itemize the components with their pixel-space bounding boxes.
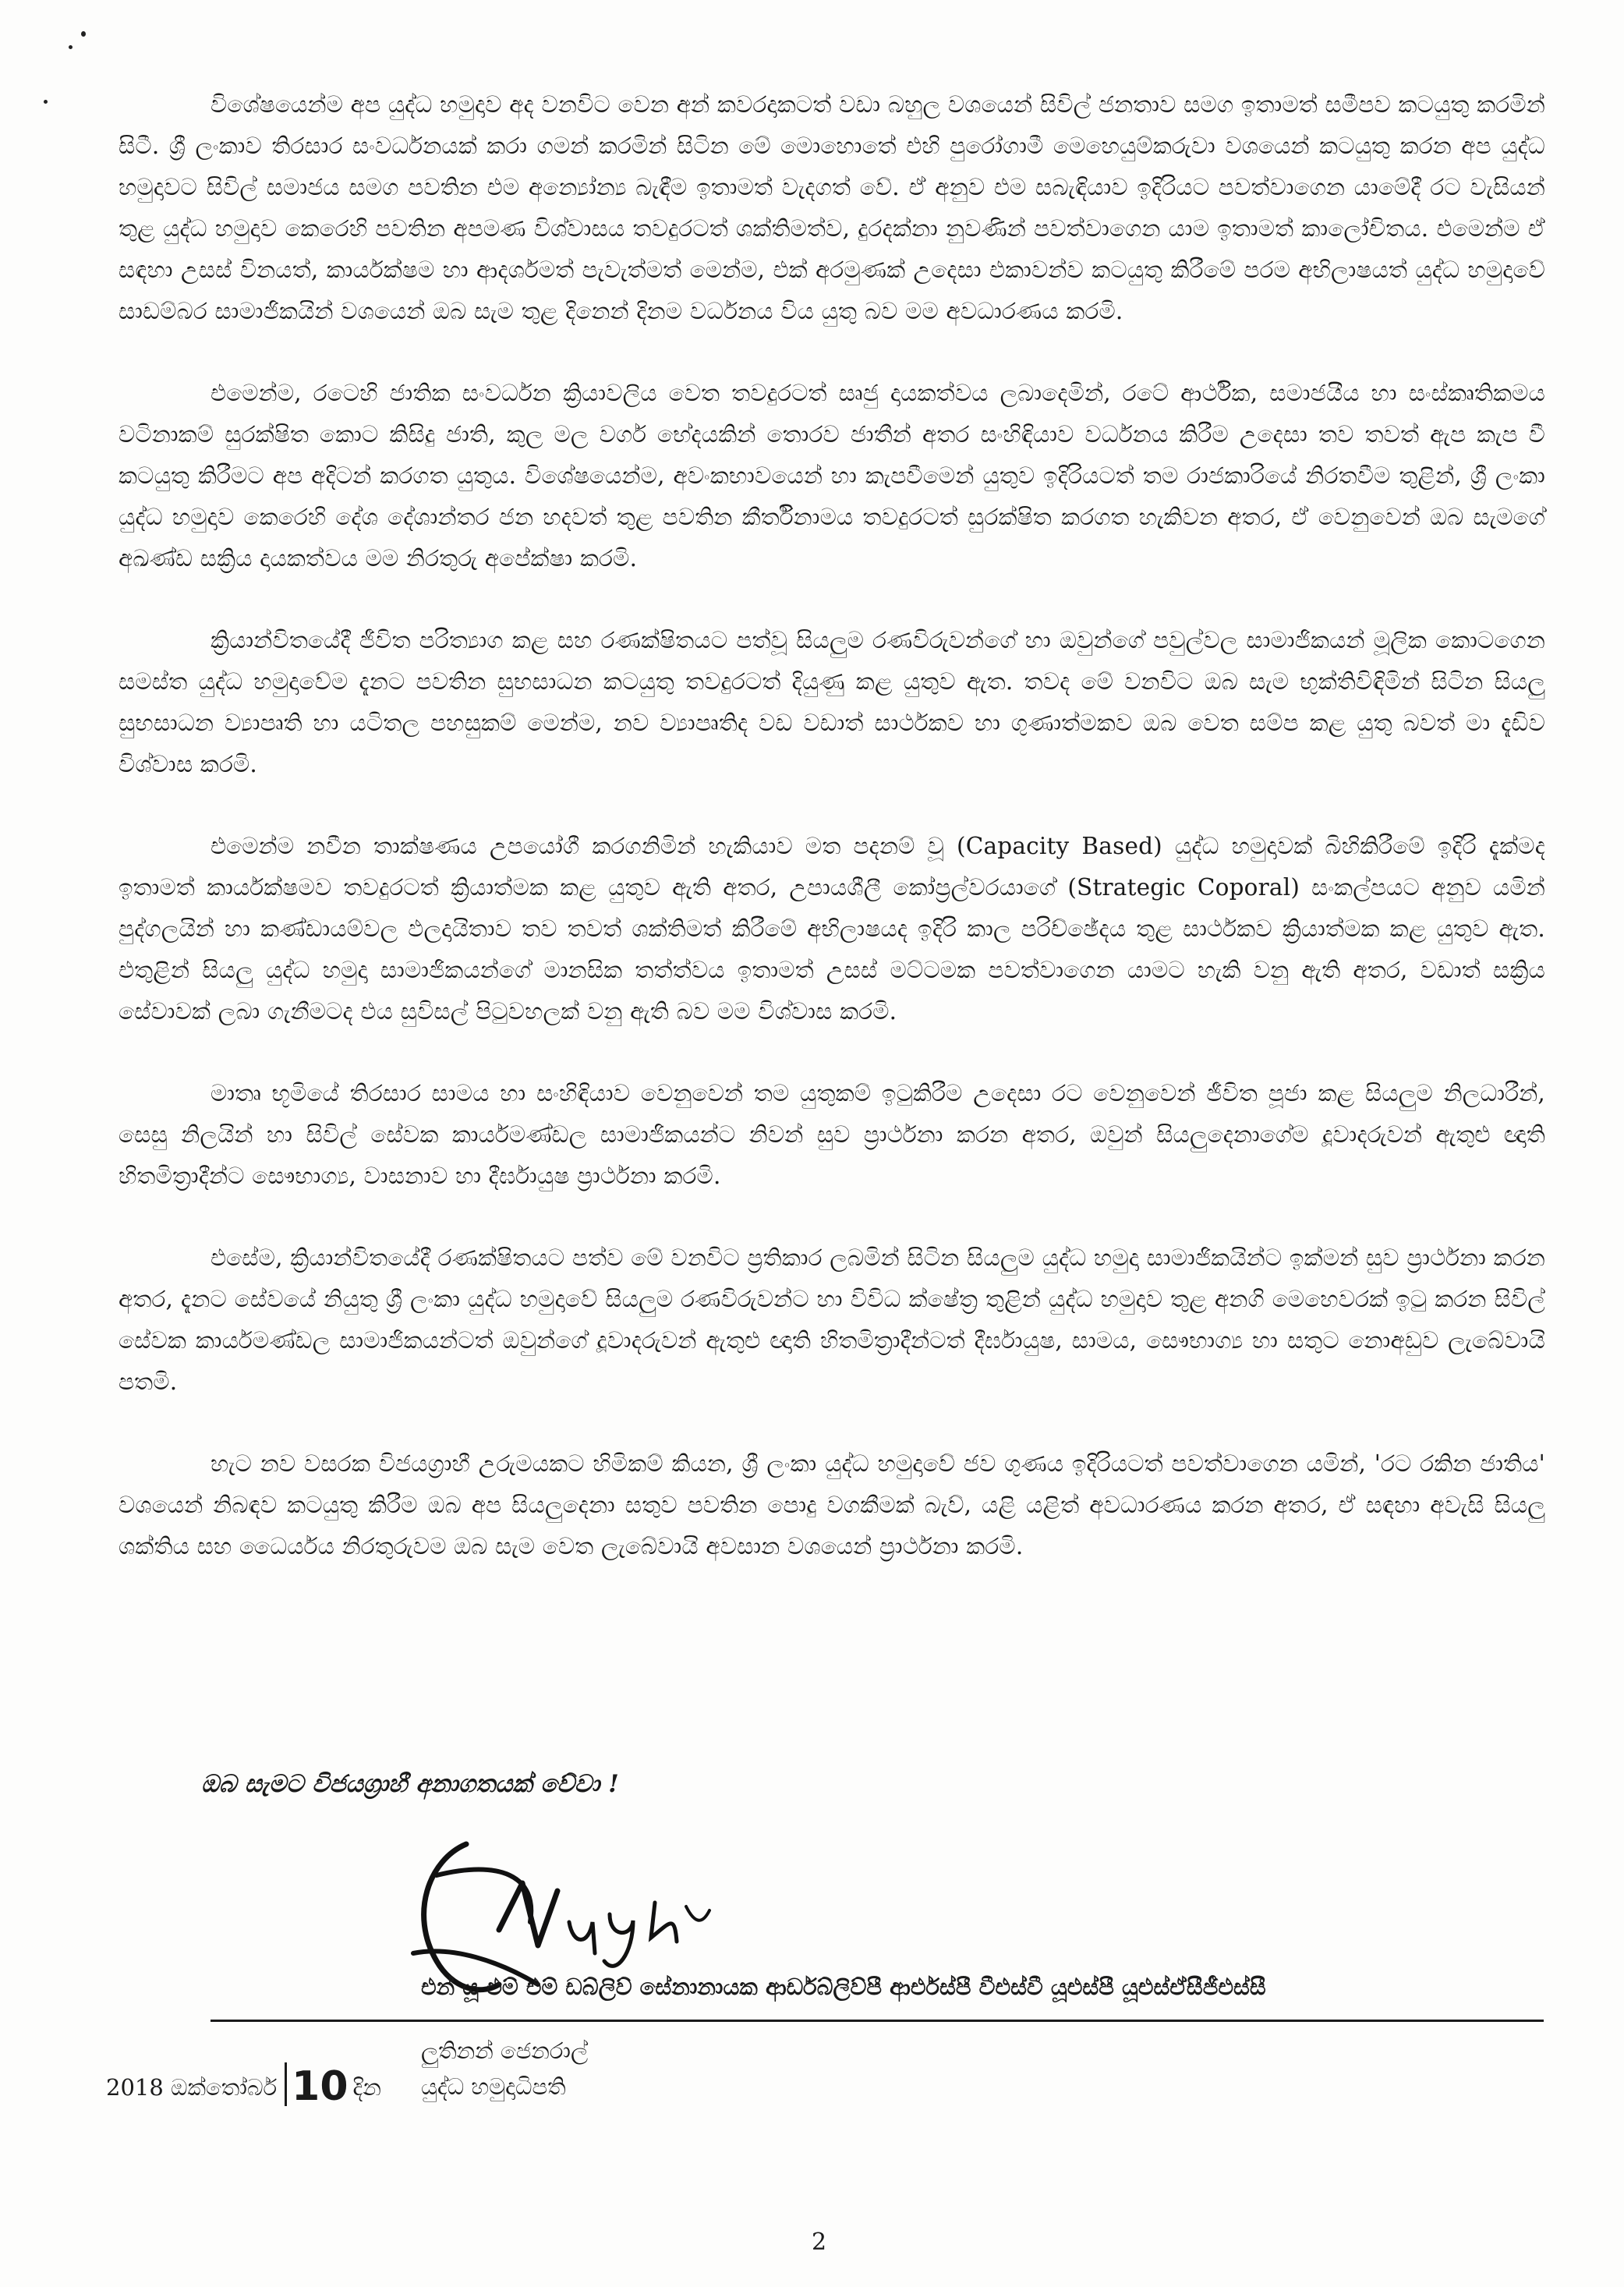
signatory-rank: ලුතිනන් ජෙනරාල් — [421, 2037, 589, 2064]
scan-speck — [44, 100, 48, 104]
paragraph-tribute-fallen: මාතෘ භූමියේ තිරසාර සාමය හා සංහිඳියාව වෙනුවෙන් තම යුතුකම් ඉටුකිරීම උදෙසා රට වෙනුවෙන් ජීවිත පූජා කළ සියලුම නිලධාරීන්, සෙසු නිලයින් හා සිවිල් සේවක කාර්යමණ්ඩල සාමාජිකයන්ට නිවන් සුව ප්‍රාර්ථනා කරන අතර, ඔවුන් සියලුදෙනාගේම දූවාදරුවන් ඇතුළු ඥාති හිතමිත්‍රාදීන්ට සෞභාග්‍ය, වාසනාව හා දීර්ඝායුෂ ප්‍රාර්ථනා කරමි. — [119, 1080, 1545, 1189]
paragraph-capacity-based-army: එමෙන්ම නවීන තාක්ෂණය උපයෝගී කරගනිමින් හැකියාව මත පදනම් වූ (Capacity Based) යුද්ධ හමුදාවක් බිහිකිරීමේ ඉදිරි දැක්මද ඉතාමත් කාර්යක්ෂමව තවදුරටත් ක්‍රියාත්මක කළ යුතුව ඇති අතර, උපායශීලී කෝප්‍රල්වරයාගේ (Strategic Coporal) සංකල්පයට අනුව යමින් පුද්ගලයින් හා කණ්ඩායම්වල ඵලදායිතාව තව තවත් ශක්තිමත් කිරීමේ අභිලාෂයද ඉදිරි කාල පරිච්ඡේදය තුළ සාර්ථකව ක්‍රියාත්මක කළ යුතුව ඇත. එතුළින් සියලු යුද්ධ හමුදා සාමාජිකයන්ගේ මානසික තත්ත්වය ඉතාමත් උසස් මට්ටමක පවත්වාගෙන යාමට හැකි වනු ඇති අතර, වඩාත් සක්‍රිය සේවාවක් ලබා ගැනීමටද එය සුවිසල් පිටුවහලක් වනු ඇති බව මම විශ්වාස කරමි. — [119, 833, 1545, 1025]
paragraph-civil-relations: විශේෂයෙන්ම අප යුද්ධ හමුදාව අද වනවිට වෙන අන් කවරදාකටත් වඩා බහුල වශයෙන් සිවිල් ජනතාව සමග ඉතාමත් සමීපව කටයුතු කරමින් සිටී. ශ්‍රී ලංකාව තිරසාර සංවර්ධනයක් කරා ගමන් කරමින් සිටින මේ මොහොතේ එහි පුරෝගාමී මෙහෙයුම්කරුවා වශයෙන් කටයුතු කරන අප යුද්ධ හමුදාවට සිවිල් සමාජය සමග පවතින එම අන්‍යෝන්‍ය බැඳීම ඉතාමත් වැදගත් වේ. ඒ අනුව එම සබැඳියාව ඉදිරියට පවත්වාගෙන යාමේදී රට වැසියන් තුළ යුද්ධ හමුදාව කෙරෙහි පවතින අපමණ විශ්වාසය තවදුරටත් ශක්තිමත්ව, දුරදක්නා නුවණින් පවත්වාගෙන යාම ඉතාමත් කාලෝචිතය. එමෙන්ම ඒ සඳහා උසස් විනයත්, කාර්යක්ෂම හා ආදර්ශමත් පැවැත්මත් මෙන්ම, එක් අරමුණක් උදෙසා එකාවන්ව කටයුතු කිරීමේ පරම අභිලාෂයත් යුද්ධ හමුදාවේ සාඩම්බර සාමාජිකයින් වශයෙන් ඔබ සැම තුළ දිනෙන් දිනම වර්ධනය විය යුතු බව මම අවධාරණය කරමි. — [119, 91, 1545, 324]
paragraph-welfare: ක්‍රියාන්විතයේදී ජීවිත පරිත්‍යාග කළ සහ රණක්ෂිතයට පත්වූ සියලුම රණවිරුවන්ගේ හා ඔවුන්ගේ පවුල්වල සාමාජිකයන් මූලික කොටගෙන සමස්ත යුද්ධ හමුදාවේම දැනට පවතින සුභසාධන කටයුතු තවදුරටත් දියුණු කළ යුතුව ඇත. තවද මේ වනවිට ඔබ සැම භුක්තිවිඳිමින් සිටින සියලු සුභසාධන ව්‍යාපෘති හා යටිතල පහසුකම් මෙන්ම, නව ව්‍යාපෘතිද වඩ වඩාත් සාර්ථකව හා ගුණාත්මකව ඔබ වෙත සම්ප කළ යුතු බවත් මා දැඩිව විශ්වාස කරමි. — [119, 627, 1545, 777]
closing-wish: ඔබ සැමට විජයග්‍රාහී අනාගතයක් වේවා ! — [201, 1770, 619, 1798]
signatory-name: එන් යූ එම් එම් ඩබ්ලිව් සේනානායක ආර්ඩබ්ලිව්පී ආර්එස්පී වීඑස්වී යූඑස්පී යූඑස්ඒසීජීඑස්සී — [421, 1974, 1266, 2000]
paragraph-wishes-wounded: එසේම, ක්‍රියාන්විතයේදී රණක්ෂිතයට පත්ව මේ වනවිට ප්‍රතිකාර ලබමින් සිටින සියලුම යුද්ධ හමුදා සාමාජිකයින්ට ඉක්මන් සුව ප්‍රාර්ථනා කරන අතර, දැනට සේවයේ නියුතු ශ්‍රී ලංකා යුද්ධ හමුදාවේ සියලුම රණවිරුවන්ට හා විවිධ ක්ෂේත්‍ර තුළින් යුද්ධ හමුදාව තුළ අනගි මෙහෙවරක් ඉටු කරන සිවිල් සේවක කාර්යමණ්ඩල සාමාජිකයන්ටත් ඔවුන්ගේ දූවාදරුවන් ඇතුළු ඥාති හිතමිත්‍රාදීන්ටත් දීර්ඝායුෂ, සාමය, සෞභාග්‍ය හා සතුට නොඅඩුව ලැබේවායි පතමි. — [119, 1244, 1545, 1395]
page-number: 2 — [812, 2229, 827, 2256]
scan-speck — [81, 31, 86, 37]
signatory-block — [421, 1969, 1266, 2105]
date-day-handwritten: 10 — [285, 2063, 348, 2110]
date-suffix: දින — [352, 2074, 381, 2101]
paragraph-final-wish: හැට නව වසරක විජයග්‍රාහී උරුමයකට හිමිකම් කියන, ශ්‍රී ලංකා යුද්ධ හමුදාවේ ජව ගුණය ඉදිරියටත් පවත්වාගෙන යමින්, 'රට රකින ජාතිය' වශයෙන් නිබඳව කටයුතු කිරීම ඔබ අප සියලුදෙනා සතුව පවතින පොදු වගකීමක් බැව්, යළි යළිත් අවධාරණය කරන අතර, ඒ සඳහා අවැසි සියලු ශක්තිය සහ ධෛර්යය නිරතුරුවම ඔබ සැම වෙත ලැබේවායි අවසාන වශයෙන් ප්‍රාර්ථනා කරමි. — [119, 1450, 1545, 1559]
scan-speck — [69, 45, 73, 49]
date-prefix: 2018 ඔක්තෝබර් — [106, 2074, 278, 2101]
signatory-position: යුද්ධ හමුදාධිපති — [421, 2073, 566, 2100]
paragraph-national-development: එමෙන්ම, රටෙහි ජාතික සංවර්ධන ක්‍රියාවලිය වෙත තවදුරටත් සෘජු දායකත්වය ලබාදෙමින්, රටේ ආර්ථික, සමාජයීය හා සංස්කෘතිකමය වටිනාකම් සුරක්ෂිත කොට කිසිදු ජාති, කුල මල වර්ග භේදයකින් තොරව ජාතීන් අතර සංහිඳියාව වර්ධනය කිරීම උදෙසා තව තවත් ඇප කැප වී කටයුතු කිරීමට අප අදිටන් කරගත යුතුය. විශේෂයෙන්ම, අවංකභාවයෙන් හා කැපවීමෙන් යුතුව ඉදිරියටත් තම රාජකාරියේ නිරතවීම තුළින්, ශ්‍රී ලංකා යුද්ධ හමුදාව කෙරෙහි දේශ දේශාන්තර ජන හදවත් තුළ පවතින කීර්තිනාමය තවදුරටත් සුරක්ෂිත කරගත හැකිවන අතර, ඒ වෙනුවෙන් ඔබ සැමගේ අඛණ්ඩ සක්‍රිය දායකත්වය මම නිරතුරු අපේක්ෂා කරමි. — [119, 380, 1545, 572]
letter-body — [119, 84, 1545, 1608]
letter-date — [106, 2062, 381, 2110]
